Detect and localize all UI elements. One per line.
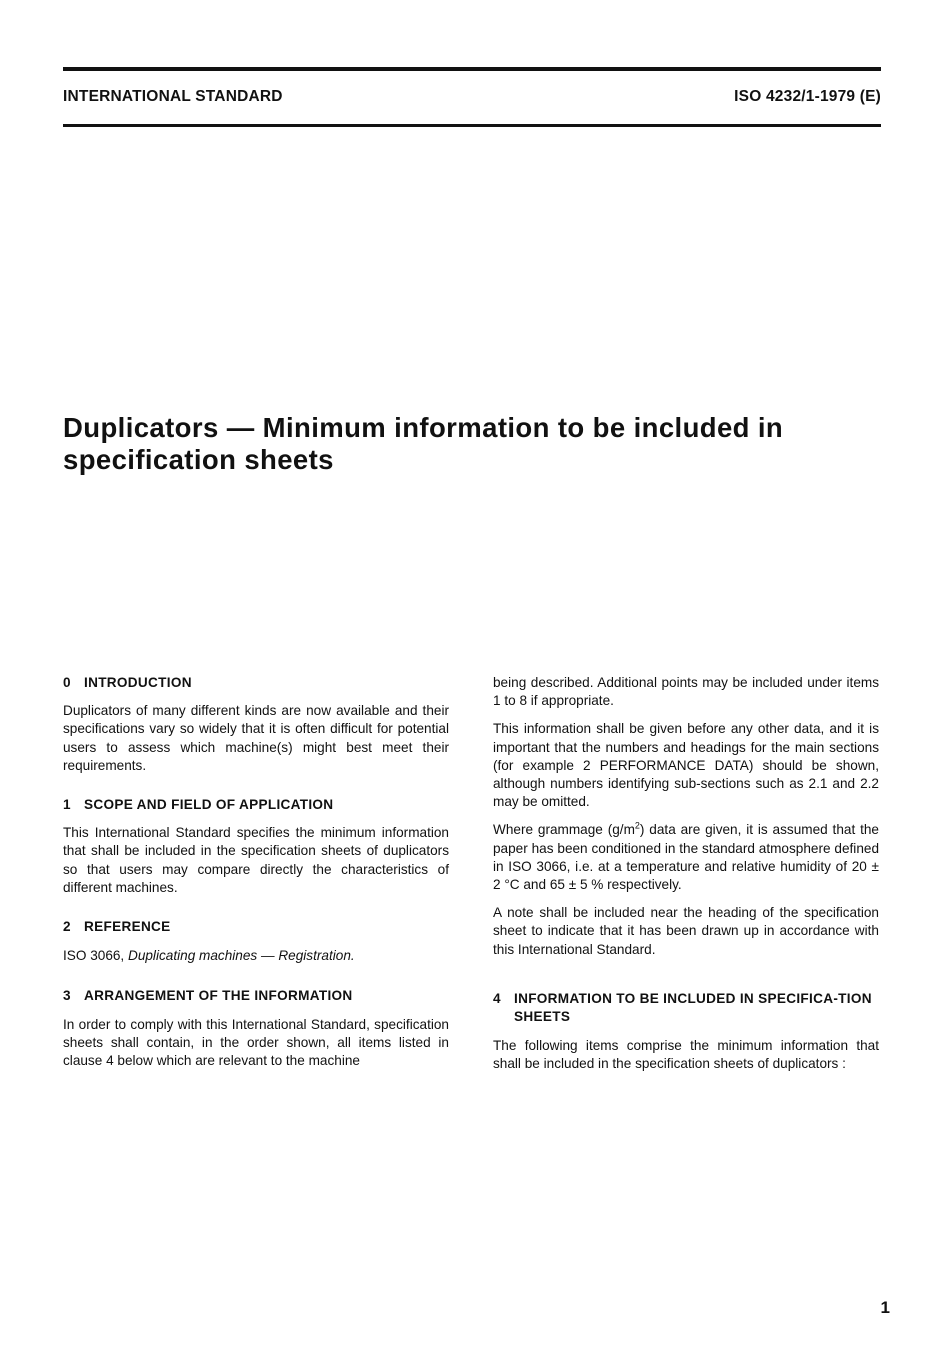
section-title: INFORMATION TO BE INCLUDED IN SPECIFICA-TION SHEETS bbox=[514, 990, 872, 1025]
title-line-1: Duplicators — Minimum information to be included in bbox=[63, 412, 784, 443]
note-paragraph: A note shall be included near the heading of the specification sheet to indicate that it has been drawn up in accordance with this International Standard. bbox=[493, 905, 879, 957]
section-title: INTRODUCTION bbox=[84, 675, 192, 690]
grammage-paragraph bbox=[493, 821, 879, 894]
scope-paragraph: This International Standard specifies the minimum information that shall be included in the specification sheets of duplicators so that users may compare directly the characteristics of different machines. bbox=[63, 825, 449, 895]
section-heading-information bbox=[493, 990, 879, 1026]
right-column bbox=[493, 674, 879, 1074]
section-number: 1 bbox=[63, 797, 71, 813]
section-number: 3 bbox=[63, 988, 71, 1004]
title-line-2: specification sheets bbox=[63, 444, 334, 475]
reference-paragraph bbox=[63, 947, 449, 965]
arrangement-continued-paragraph: being described. Additional points may be included under items 1 to 8 if appropriate. bbox=[493, 675, 879, 709]
grammage-superscript: 2 bbox=[634, 820, 640, 831]
document-title bbox=[63, 412, 883, 476]
introduction-paragraph: Duplicators of many different kinds are now available and their specifications vary so widely that it is often difficult for potential users to assess which machine(s) might best meet their requirements. bbox=[63, 703, 449, 773]
order-requirement-paragraph: This information shall be given before any other data, and it is important that the numbers and headings for the main sections (for example 2 PERFORMANCE DATA) should be shown, although numbers identifying sub-sections such as 2.1 and 2.2 may be omitted. bbox=[493, 721, 879, 810]
section-number: 2 bbox=[63, 919, 71, 935]
section-heading-reference bbox=[63, 918, 449, 936]
section-title: SCOPE AND FIELD OF APPLICATION bbox=[84, 797, 334, 813]
page-number: 1 bbox=[880, 1298, 890, 1317]
section-number: 0 bbox=[63, 675, 71, 690]
header-document-id: ISO 4232/1-1979 (E) bbox=[734, 88, 881, 105]
grammage-text-end: ) data are given, it is assumed that the paper has been conditioned in the standard atmosphere defined in ISO 3066, i.e. at a temperature and relative humidity of 20 ± 2 °C and 65 ± 5 % respectively. bbox=[493, 822, 879, 893]
header-standard-label: INTERNATIONAL STANDARD bbox=[63, 88, 283, 105]
reference-document-number: ISO 3066, bbox=[63, 948, 125, 964]
grammage-text-start: Where grammage (g/m bbox=[493, 822, 635, 838]
arrangement-paragraph: In order to comply with this International Standard, specification sheets shall contain, in the order shown, all items listed in clause 4 below which are relevant to the machine bbox=[63, 1016, 449, 1069]
section-heading-scope bbox=[63, 796, 449, 814]
section-title: REFERENCE bbox=[84, 919, 171, 935]
section-heading-introduction bbox=[63, 674, 449, 692]
header-rule-bottom bbox=[63, 124, 881, 127]
header-rule-top bbox=[63, 67, 881, 71]
section-title: ARRANGEMENT OF THE INFORMATION bbox=[84, 988, 353, 1004]
reference-document-title: Duplicating machines — Registration. bbox=[128, 948, 355, 964]
section-number: 4 bbox=[493, 990, 501, 1006]
section-heading-arrangement bbox=[63, 987, 449, 1005]
left-column bbox=[63, 674, 449, 1070]
information-paragraph: The following items comprise the minimum information that shall be included in the specification sheets of duplicators : bbox=[493, 1038, 879, 1072]
